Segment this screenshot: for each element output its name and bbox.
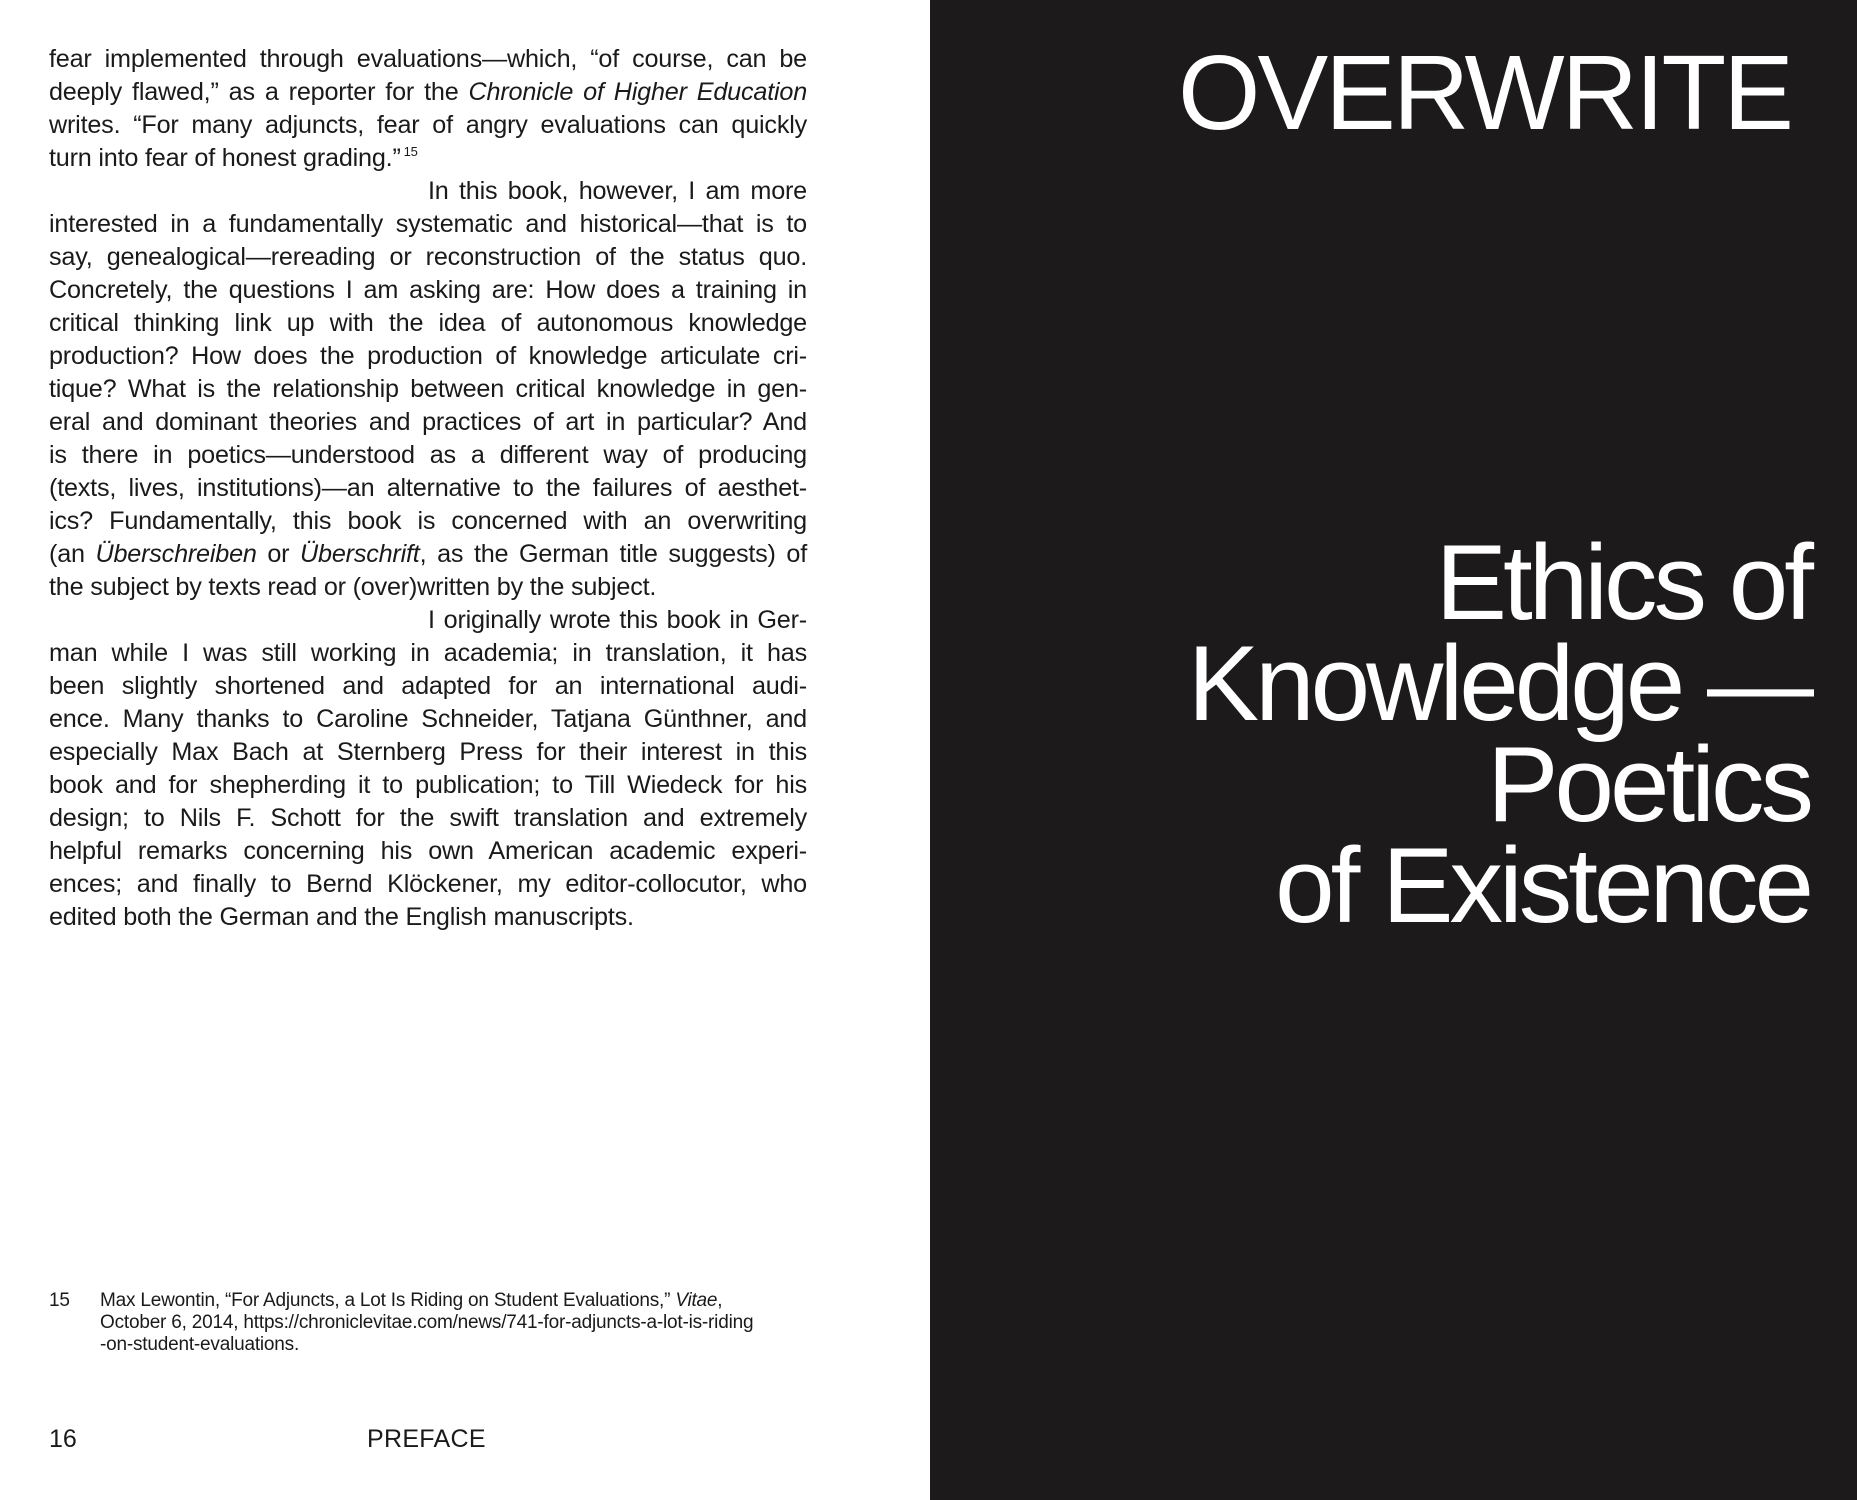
subtitle-line: of Existence — [1275, 825, 1810, 945]
text-line: writes. “For many adjuncts, fear of angry evaluations can quickly — [49, 111, 807, 139]
text-line — [49, 76, 807, 109]
text-line: been slightly shortened and adapted for an international audi- — [49, 672, 807, 700]
text-line: helpful remarks concerning his own American academic experi- — [49, 837, 807, 865]
subtitle-line: Knowledge — — [1187, 623, 1810, 743]
footnote-reference[interactable]: 15 — [403, 144, 418, 159]
text-segment: (an — [49, 540, 96, 568]
footnote-line — [100, 1290, 808, 1312]
text-segment: Max Lewontin, “For Adjuncts, a Lot Is Riding on Student Evaluations,” — [100, 1290, 676, 1311]
text-line: ence. Many thanks to Caroline Schneider, Tatjana Günthner, and — [49, 705, 807, 733]
german-term: Überschreiben — [95, 540, 257, 568]
text-segment: , as the German title suggests) of — [419, 540, 808, 568]
book-subtitle — [1187, 522, 1810, 945]
subtitle-line: Ethics of — [1435, 522, 1810, 642]
footnote-url-line[interactable]: -on-student-evaluations. — [100, 1334, 300, 1355]
footnote-url-line[interactable]: October 6, 2014, https://chroniclevitae.com/news/741-for-adjuncts-a-lot-is-riding — [100, 1312, 754, 1333]
text-line: the subject by texts read or (over)written by the subject. — [49, 573, 657, 601]
text-line: edited both the German and the English manuscripts. — [49, 903, 634, 931]
text-line: man while I was still working in academia; in translation, it has — [49, 639, 807, 667]
text-line: ics? Fundamentally, this book is concerned with an overwriting — [49, 507, 807, 535]
text-segment: turn into fear of honest grading.” — [49, 144, 401, 172]
text-line: Concretely, the questions I am asking are: How does a training in — [49, 276, 807, 304]
text-line: especially Max Bach at Sternberg Press for their interest in this — [49, 738, 807, 766]
text-line: In this book, however, I am more — [428, 177, 807, 205]
text-line — [49, 142, 807, 175]
text-line: interested in a fundamentally systematic and historical—that is to — [49, 210, 807, 238]
running-head: PREFACE — [367, 1425, 486, 1453]
text-line: ences; and finally to Bernd Klöckener, my editor-collocutor, who — [49, 870, 807, 898]
text-segment: or — [256, 540, 301, 568]
right-page — [930, 0, 1857, 1500]
footnote-text — [100, 1290, 808, 1356]
text-line: tique? What is the relationship between critical knowledge in gen- — [49, 375, 807, 403]
page-number: 16 — [49, 1425, 77, 1453]
text-line: critical thinking link up with the idea of autonomous knowledge — [49, 309, 807, 337]
subtitle-line: Poetics — [1487, 724, 1810, 844]
text-line: (texts, lives, institutions)—an alternative to the failures of aesthet- — [49, 474, 807, 502]
text-line: I originally wrote this book in Ger- — [428, 606, 807, 634]
text-line: production? How does the production of knowledge articulate cri- — [49, 342, 807, 370]
text-segment: , — [717, 1290, 723, 1311]
text-line: say, genealogical—rereading or reconstruction of the status quo. — [49, 243, 807, 271]
text-line — [49, 538, 807, 571]
german-term: Überschrift — [300, 540, 420, 568]
footnote-number: 15 — [49, 1290, 70, 1311]
journal-title: Vitae — [675, 1290, 718, 1311]
publication-title: Chronicle of Higher Education — [468, 78, 807, 106]
text-line: fear implemented through evaluations—which, “of course, can be — [49, 45, 807, 73]
text-line: book and for shepherding it to publication; to Till Wiedeck for his — [49, 771, 807, 799]
text-line: design; to Nils F. Schott for the swift translation and extremely — [49, 804, 807, 832]
text-line: eral and dominant theories and practices of art in particular? And — [49, 408, 807, 436]
book-title: OVERWRITE — [1178, 34, 1791, 152]
text-segment: deeply flawed,” as a reporter for the — [49, 78, 469, 106]
body-text — [49, 43, 807, 934]
text-line: is there in poetics—understood as a different way of producing — [49, 441, 807, 469]
